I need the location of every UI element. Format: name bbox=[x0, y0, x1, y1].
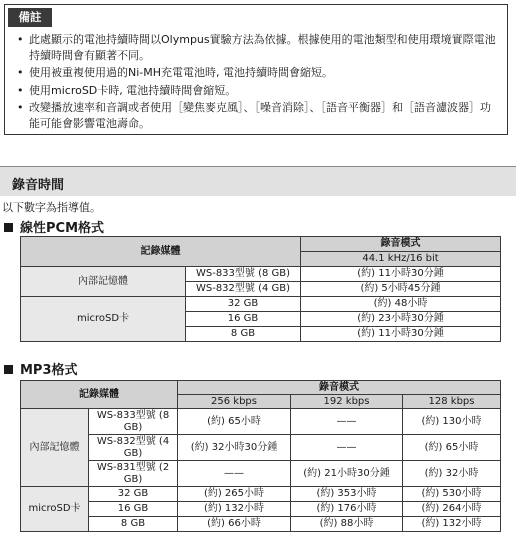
mp3-heading-text: MP3格式 bbox=[20, 363, 78, 378]
mode-header: 錄音模式 bbox=[301, 237, 501, 252]
note-item: • 使用microSD卡時, 電池持續時間會縮短。 bbox=[17, 83, 501, 99]
time-cell: (約) 32小時 bbox=[403, 461, 501, 487]
microsd-label: microSD卡 bbox=[21, 297, 186, 342]
media-cell: WS-831型號 (2 GB) bbox=[89, 461, 178, 487]
time-cell: (約) 65小時 bbox=[403, 435, 501, 461]
pcm-table bbox=[20, 236, 501, 342]
time-cell: —— bbox=[291, 409, 403, 435]
time-cell: (約) 48小時 bbox=[301, 297, 501, 312]
note-list bbox=[17, 32, 501, 133]
time-cell: (約) 11小時30分鍾 bbox=[301, 327, 501, 342]
section-header bbox=[0, 166, 516, 196]
time-cell: (約) 66小時 bbox=[178, 517, 291, 532]
table-row bbox=[21, 517, 501, 532]
note-tag: 備註 bbox=[8, 8, 52, 27]
mode-cell: 256 kbps bbox=[178, 395, 291, 409]
mode-cell: 128 kbps bbox=[403, 395, 501, 409]
time-cell: (約) 32小時30分鍾 bbox=[178, 435, 291, 461]
time-cell: (約) 132小時 bbox=[178, 502, 291, 517]
media-cell: WS-832型號 (4 GB) bbox=[186, 282, 301, 297]
section-intro: 以下數字為指導值。 bbox=[2, 201, 101, 214]
square-bullet-icon bbox=[4, 365, 13, 374]
note-box bbox=[4, 4, 508, 135]
time-cell: (約) 353小時 bbox=[291, 487, 403, 502]
square-bullet-icon bbox=[4, 223, 13, 232]
table-row bbox=[21, 487, 501, 502]
time-cell: (約) 264小時 bbox=[403, 502, 501, 517]
time-cell: (約) 530小時 bbox=[403, 487, 501, 502]
media-cell: WS-833型號 (8 GB) bbox=[89, 409, 178, 435]
microsd-label: microSD卡 bbox=[21, 487, 89, 532]
table-row bbox=[21, 409, 501, 435]
media-cell: WS-833型號 (8 GB) bbox=[186, 267, 301, 282]
time-cell: (約) 88小時 bbox=[291, 517, 403, 532]
time-cell: (約) 5小時45分鍾 bbox=[301, 282, 501, 297]
time-cell: (約) 11小時30分鍾 bbox=[301, 267, 501, 282]
time-cell: (約) 176小時 bbox=[291, 502, 403, 517]
mp3-table bbox=[20, 380, 501, 532]
mode-header: 錄音模式 bbox=[178, 381, 501, 395]
table-row bbox=[21, 237, 501, 252]
note-item: • 改變播放速率和音調或者使用［變焦麥克風］、［噪音消除］、［語音平衡器］和［語音濾波器］功能可能會影響電池壽命。 bbox=[17, 100, 501, 132]
table-row bbox=[21, 461, 501, 487]
time-cell: (約) 265小時 bbox=[178, 487, 291, 502]
mode-cell: 44.1 kHz/16 bit bbox=[301, 252, 501, 267]
table-row bbox=[21, 267, 501, 282]
internal-memory-label: 內部記憶體 bbox=[21, 409, 89, 487]
pcm-heading-text: 線性PCM格式 bbox=[20, 221, 105, 236]
section-title: 錄音時間 bbox=[12, 178, 65, 193]
media-cell: WS-832型號 (4 GB) bbox=[89, 435, 178, 461]
time-cell: —— bbox=[291, 435, 403, 461]
table-row bbox=[21, 297, 501, 312]
table-row bbox=[21, 381, 501, 395]
media-cell: 32 GB bbox=[186, 297, 301, 312]
media-cell: 16 GB bbox=[89, 502, 178, 517]
media-cell: 16 GB bbox=[186, 312, 301, 327]
pcm-heading bbox=[4, 217, 104, 236]
time-cell: (約) 21小時30分鍾 bbox=[291, 461, 403, 487]
table-row bbox=[21, 502, 501, 517]
media-cell: 8 GB bbox=[89, 517, 178, 532]
media-header: 記錄媒體 bbox=[21, 381, 178, 409]
time-cell: (約) 132小時 bbox=[403, 517, 501, 532]
note-item: • 使用被重複使用過的Ni-MH充電電池時, 電池持續時間會縮短。 bbox=[17, 65, 501, 81]
table-row bbox=[21, 435, 501, 461]
time-cell: (約) 23小時30分鍾 bbox=[301, 312, 501, 327]
media-cell: 32 GB bbox=[89, 487, 178, 502]
time-cell: (約) 130小時 bbox=[403, 409, 501, 435]
time-cell: (約) 65小時 bbox=[178, 409, 291, 435]
media-header: 記錄媒體 bbox=[21, 237, 301, 267]
mp3-heading bbox=[4, 359, 78, 378]
note-item: • 此處顯示的電池持續時間以Olympus實驗方法為依據。根據使用的電池類型和使用環境實際電池持續時間會有顯著不同。 bbox=[17, 32, 501, 64]
mode-cell: 192 kbps bbox=[291, 395, 403, 409]
media-cell: 8 GB bbox=[186, 327, 301, 342]
time-cell: —— bbox=[178, 461, 291, 487]
internal-memory-label: 內部記憶體 bbox=[21, 267, 186, 297]
